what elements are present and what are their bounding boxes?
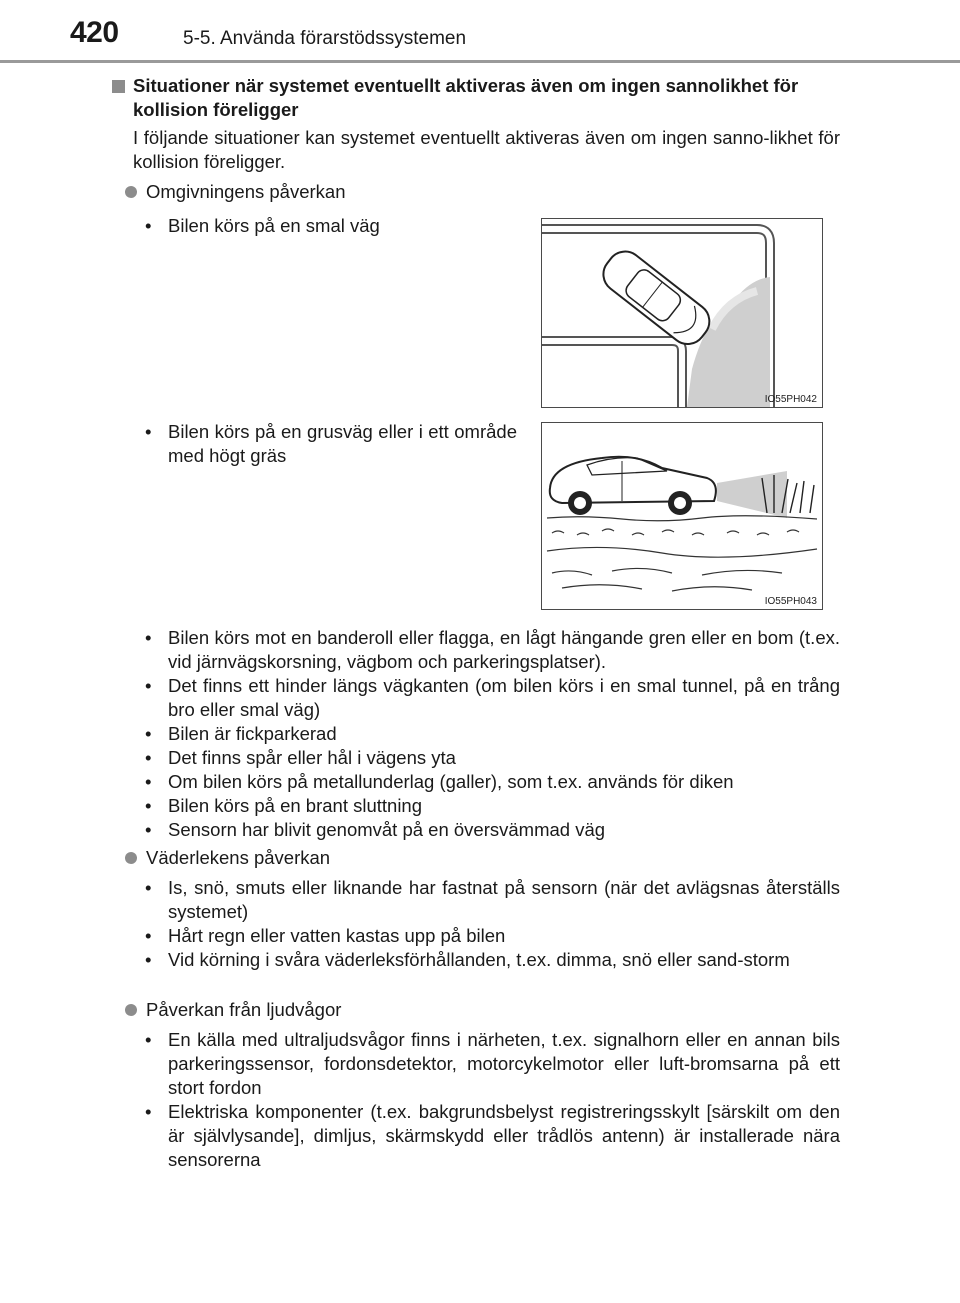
circle-bullet-icon [125, 1004, 137, 1016]
intro-paragraph: I följande situationer kan systemet eventuellt aktiveras även om ingen sanno-likhet för kollision föreligger. [133, 127, 840, 172]
page-header [0, 0, 960, 62]
list-item: • En källa med ultraljudsvågor finns i närheten, t.ex. signalhorn eller en annan bils parkeringssensor, fordonsdetektor, motorcykelmotor eller luft-bromsarna på ett stort fordon [145, 1029, 840, 1098]
list-item: • Is, snö, smuts eller liknande har fastnat på sensorn (när det avlägsnas återställs systemet) [145, 877, 840, 922]
list-item: • Sensorn har blivit genomvåt på en översvämmad väg [145, 819, 606, 840]
list-item: • Det finns ett hinder längs vägkanten (om bilen körs i en smal tunnel, på en trång bro eller smal väg) [145, 675, 840, 720]
circle-bullet-icon [125, 186, 137, 198]
figure-code: IO55PH043 [764, 596, 817, 607]
figure-gravel-road [541, 422, 823, 610]
list-item: • Om bilen körs på metallunderlag (galler), som t.ex. används för diken [145, 771, 734, 792]
subheading-sound: Påverkan från ljudvågor [112, 998, 341, 1022]
heading-text: Situationer när systemet eventuellt aktiveras även om ingen sannolikhet för kollision föreligger [133, 75, 799, 120]
list-item: • Hårt regn eller vatten kastas upp på bilen [145, 925, 506, 946]
square-bullet-icon [112, 80, 125, 93]
circle-bullet-icon [125, 852, 137, 864]
page-number: 420 [70, 16, 119, 49]
list-item: • Bilen körs på en grusväg eller i ett område med högt gräs [145, 421, 517, 466]
header-divider [0, 60, 960, 63]
list-item: • Bilen körs mot en banderoll eller flagga, en lågt hängande gren eller en bom (t.ex. vid järnvägskorsning, vägbom och parkeringsplatser). [145, 627, 840, 672]
subheading-environment: Omgivningens påverkan [112, 180, 346, 204]
section-title: 5-5. Använda förarstödssystemen [183, 28, 467, 49]
subheading-weather: Väderlekens påverkan [112, 846, 330, 870]
list-item: • Vid körning i svåra väderleksförhållanden, t.ex. dimma, snö eller sand-storm [145, 949, 790, 970]
list-item: • Det finns spår eller hål i vägens yta [145, 747, 456, 768]
list-item: • Bilen är fickparkerad [145, 723, 337, 744]
figure-code: IO55PH042 [764, 394, 817, 405]
list-item: • Bilen körs på en smal väg [145, 215, 380, 236]
gravel-road-illustration [542, 423, 822, 609]
narrow-road-illustration [542, 219, 822, 407]
list-item: • Bilen körs på en brant sluttning [145, 795, 423, 816]
figure-narrow-road [541, 218, 823, 408]
list-item: • Elektriska komponenter (t.ex. bakgrundsbelyst registreringsskylt [särskilt om den är självlysande], dimljus, skärmskydd eller trådlös antenn) är installerade nära sensorerna [145, 1101, 840, 1170]
section-heading [112, 74, 852, 122]
